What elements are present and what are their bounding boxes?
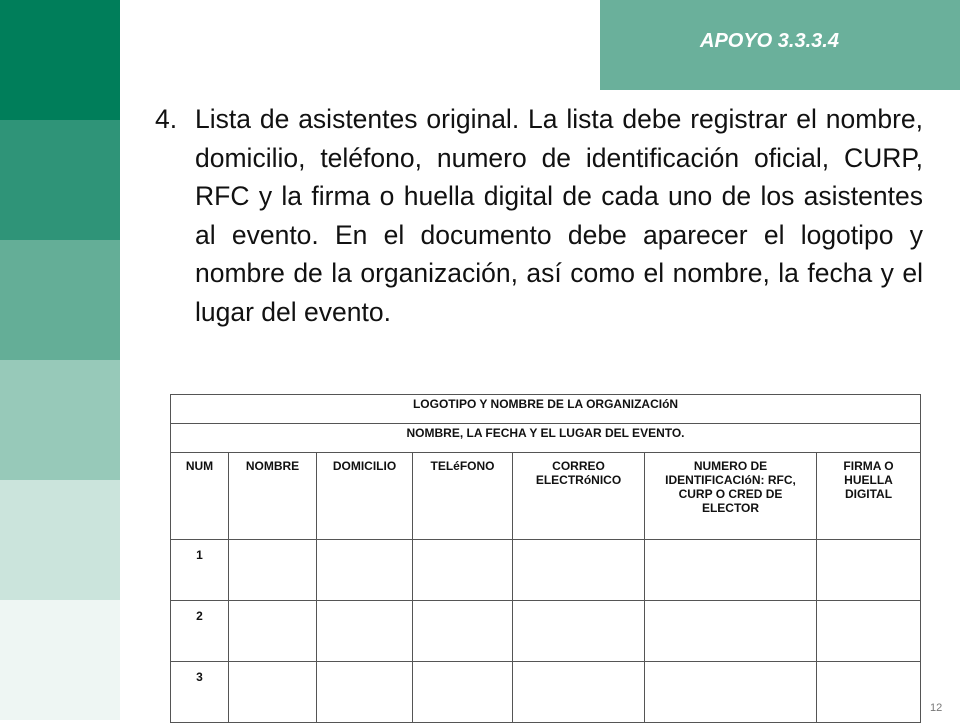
- table-cell: [413, 601, 513, 662]
- header-label: APOYO 3.3.3.4: [700, 30, 839, 52]
- table-title-row: LOGOTIPO Y NOMBRE DE LA ORGANIZACIóN: [171, 395, 921, 424]
- table-cell: [229, 540, 317, 601]
- decor-stripe-2: [0, 120, 120, 240]
- col-header-domicilio: DOMICILIO: [317, 453, 413, 540]
- table-cell: [229, 601, 317, 662]
- table-cell: [413, 540, 513, 601]
- table-cell: [317, 662, 413, 723]
- item-text: Lista de asistentes original. La lista debe registrar el nombre, domicilio, teléfono, numero de identificación oficial, CURP, RFC y la firma o huella digital de cada uno de los asistentes al evento. En el documento debe aparecer el logotipo y nombre de la organización, así como el nombre, la fecha y el lugar del evento.: [195, 104, 923, 327]
- table-row: [171, 540, 921, 601]
- col-header-identificacion: NUMERO DE IDENTIFICACIóN: RFC, CURP O CRED DE ELECTOR: [645, 453, 817, 540]
- table-cell: [317, 540, 413, 601]
- col-header-num: NUM: [171, 453, 229, 540]
- page-number: 12: [930, 702, 943, 714]
- attendee-table: [170, 394, 921, 723]
- table-row: [171, 662, 921, 723]
- table-cell: [317, 601, 413, 662]
- row-number: 1: [171, 540, 229, 601]
- decor-stripe-3: [0, 240, 120, 360]
- table-cell: [817, 662, 921, 723]
- table-cell: [229, 662, 317, 723]
- col-header-firma: FIRMA O HUELLA DIGITAL: [817, 453, 921, 540]
- table-cell: [513, 601, 645, 662]
- row-number: 2: [171, 601, 229, 662]
- decor-stripe-5: [0, 480, 120, 600]
- table-cell: [513, 540, 645, 601]
- table-cell: [817, 601, 921, 662]
- table-event-row: NOMBRE, LA FECHA Y EL LUGAR DEL EVENTO.: [171, 424, 921, 453]
- table-cell: [645, 601, 817, 662]
- col-header-nombre: NOMBRE: [229, 453, 317, 540]
- table-cell: [817, 540, 921, 601]
- row-number: 3: [171, 662, 229, 723]
- col-header-correo: CORREO ELECTRóNICO: [513, 453, 645, 540]
- table-cell: [645, 540, 817, 601]
- decor-stripe-4: [0, 360, 120, 480]
- decor-stripe-6: [0, 600, 120, 720]
- table-cell: [413, 662, 513, 723]
- table-cell: [513, 662, 645, 723]
- list-item-4: [155, 100, 923, 331]
- table-row: [171, 601, 921, 662]
- item-number: 4.: [155, 104, 178, 134]
- col-header-telefono: TELéFONO: [413, 453, 513, 540]
- table-cell: [645, 662, 817, 723]
- decor-stripe-1: [0, 0, 120, 120]
